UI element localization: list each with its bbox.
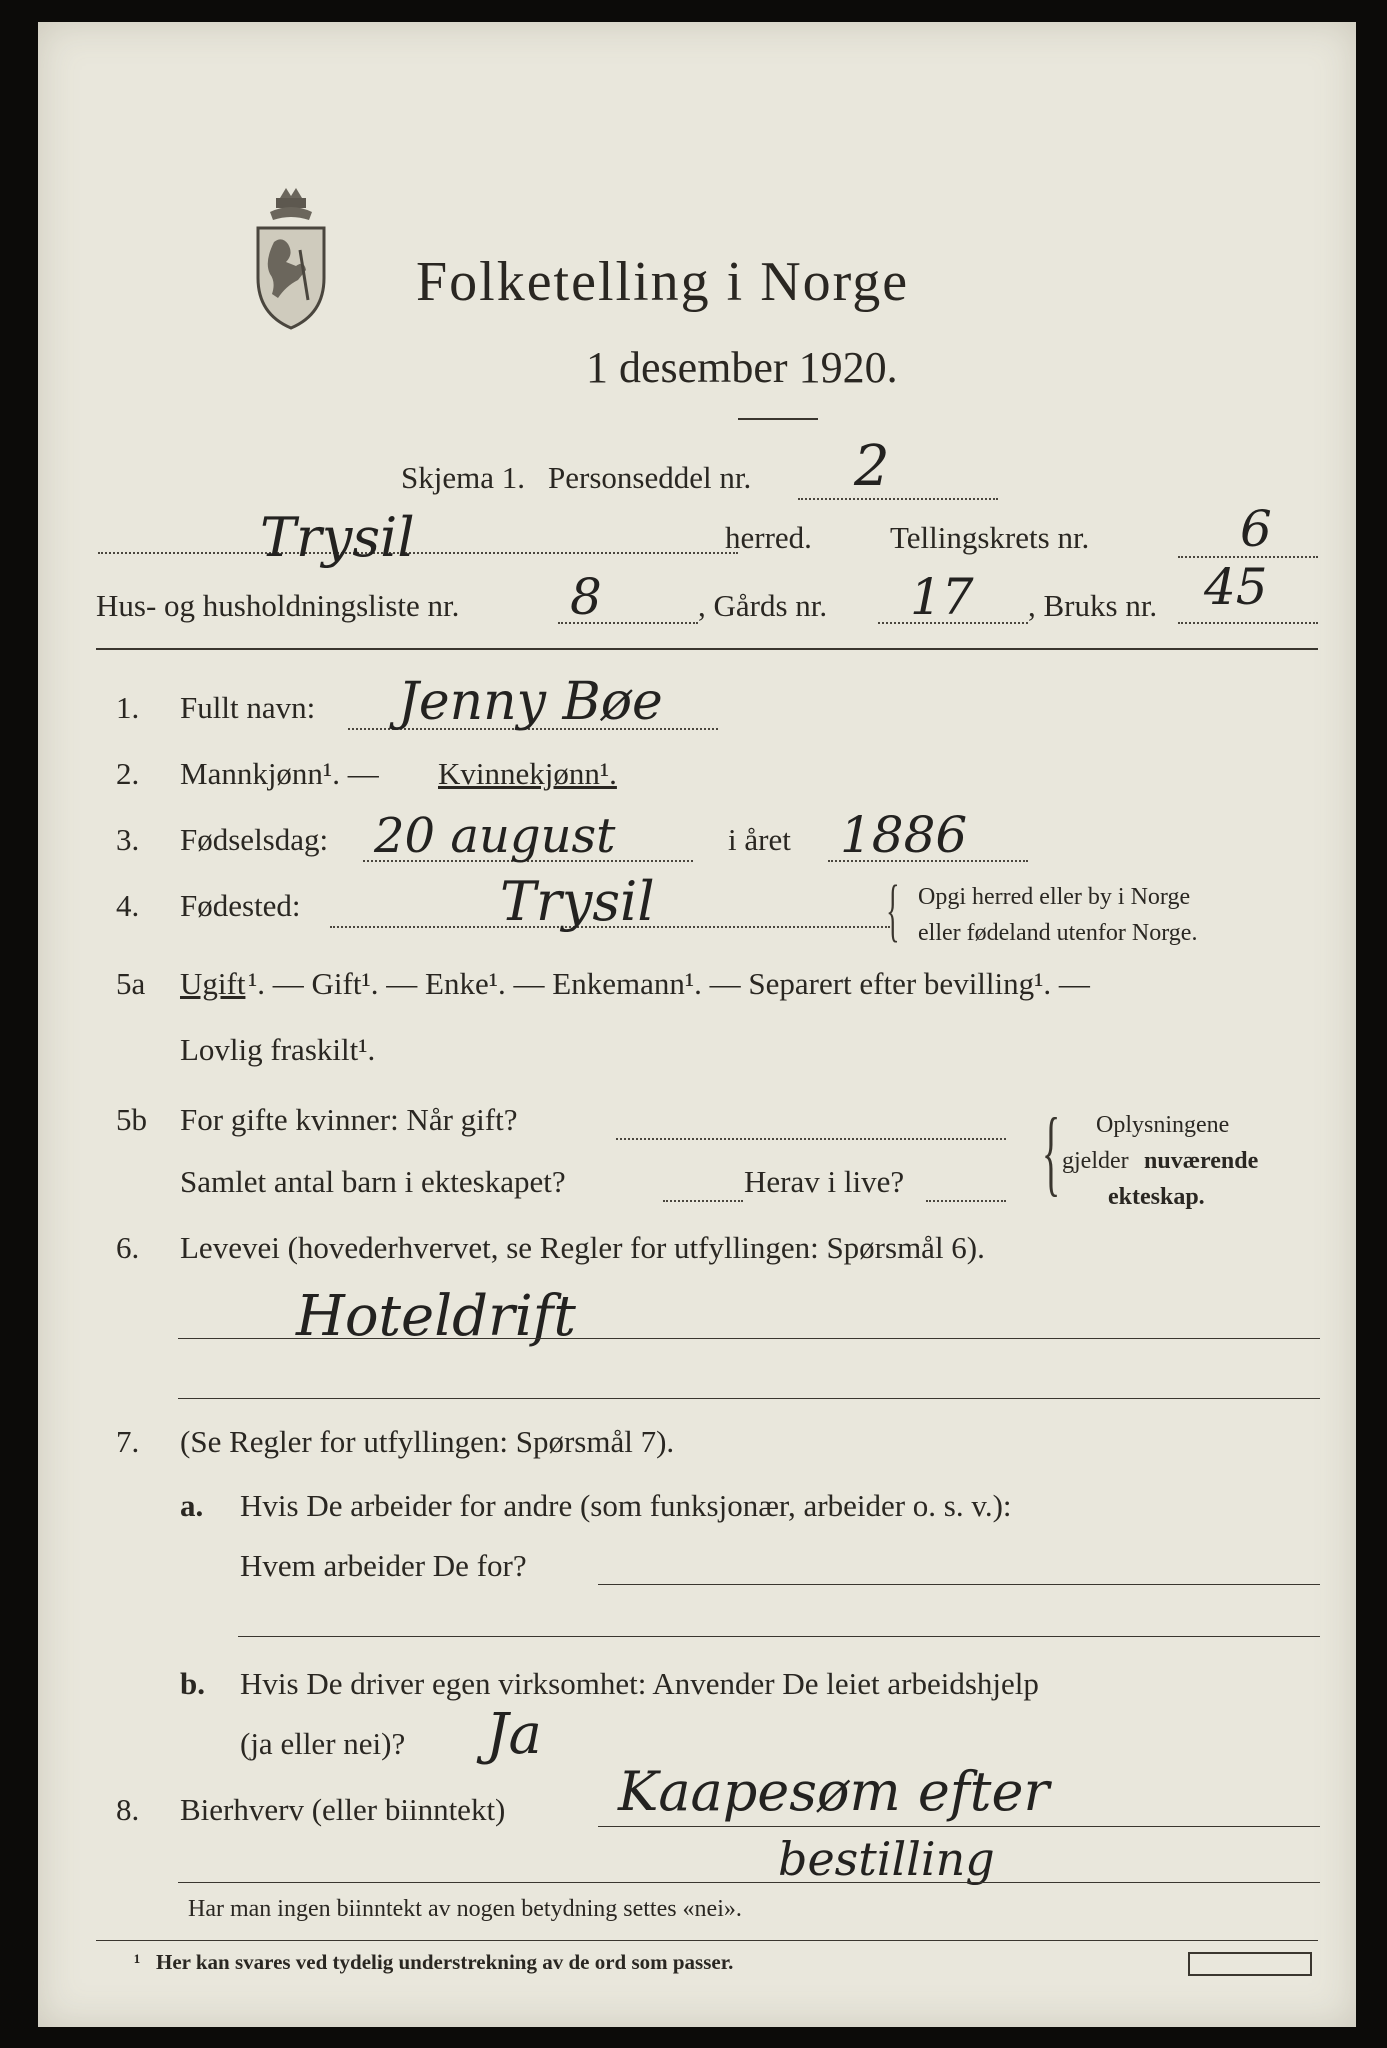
- skjema-label: Skjema 1.: [401, 460, 525, 495]
- q8-number: 8.: [116, 1792, 140, 1827]
- q4-number: 4.: [116, 888, 140, 923]
- q5b-children-line: [663, 1200, 743, 1202]
- q5b-line2: Samlet antal barn i ekteskapet?: [180, 1164, 566, 1199]
- footnote-mark: ¹: [134, 1950, 141, 1974]
- q8-answer-line: [598, 1826, 1320, 1827]
- header-divider: [96, 648, 1318, 650]
- q8-value-line2: bestilling: [778, 1832, 995, 1886]
- title-divider: [738, 418, 818, 420]
- q6-line1: [178, 1338, 1320, 1339]
- footnote-text: Her kan svares ved tydelig understrekning av de ord som passer.: [156, 1950, 734, 1974]
- q5b-brace: {: [1041, 1098, 1061, 1205]
- q4-note-line2: eller fødeland utenfor Norge.: [918, 920, 1198, 946]
- census-form-page: [38, 22, 1356, 2027]
- herred-label: herred.: [725, 520, 812, 555]
- printer-stamp: [1188, 1952, 1312, 1976]
- q6-value: Hoteldrift: [296, 1284, 576, 1349]
- q7-label: (Se Regler for utfyllingen: Spørsmål 7).: [180, 1424, 675, 1459]
- personseddel-label: Personseddel nr.: [548, 460, 752, 495]
- q5a-line2: Lovlig fraskilt¹.: [180, 1032, 376, 1067]
- q6-line2: [178, 1398, 1320, 1399]
- q5a-options: ¹. — Gift¹. — Enke¹. — Enkemann¹. — Separert efter bevilling¹. —: [248, 966, 1090, 1001]
- bruks-line: [1178, 622, 1318, 624]
- q1-number: 1.: [116, 690, 140, 725]
- tellingskrets-value: 6: [1240, 500, 1272, 558]
- q5a-ugift: Ugift: [180, 966, 246, 1001]
- q4-value: Trysil: [500, 870, 655, 933]
- herred-line: [98, 552, 738, 554]
- q8-answer-line2: [178, 1882, 1320, 1883]
- q8-value-line1: Kaapesøm efter: [618, 1760, 1050, 1823]
- q1-value: Jenny Bøe: [398, 672, 663, 732]
- tellingskrets-label: Tellingskrets nr.: [890, 520, 1090, 555]
- q2-number: 2.: [116, 756, 140, 791]
- q7b-line2: (ja eller nei)?: [240, 1726, 406, 1761]
- footnote-divider: [96, 1940, 1318, 1941]
- q7b-number: b.: [180, 1666, 205, 1701]
- herred-value: Trysil: [260, 506, 415, 569]
- q7a-number: a.: [180, 1488, 204, 1523]
- form-date: 1 desember 1920.: [586, 343, 898, 392]
- q7a-answer-line: [598, 1584, 1320, 1585]
- q1-label: Fullt navn:: [180, 690, 316, 725]
- q5b-note-line3: ekteskap.: [1108, 1184, 1205, 1210]
- q3-label: Fødselsdag:: [180, 822, 329, 857]
- q4-note-line1: Opgi herred eller by i Norge: [918, 884, 1191, 910]
- q5b-note-line2a: gjelder: [1062, 1148, 1129, 1174]
- q4-brace: {: [886, 872, 900, 949]
- q7-number: 7.: [116, 1424, 140, 1459]
- q6-number: 6.: [116, 1230, 140, 1265]
- q3-value: 20 august: [374, 808, 616, 864]
- q5b-note-line2b: nuværende: [1144, 1148, 1259, 1174]
- husholdning-value: 8: [570, 568, 602, 626]
- q3-number: 3.: [116, 822, 140, 857]
- q3-year-value: 1886: [840, 806, 968, 864]
- personseddel-line: [798, 498, 998, 500]
- husholdning-label: Hus- og husholdningsliste nr.: [96, 588, 460, 623]
- gards-label: , Gårds nr.: [698, 588, 828, 623]
- q5b-number: 5b: [116, 1102, 147, 1137]
- q2-kvinne: Kvinnekjønn¹.: [438, 756, 617, 791]
- q7b-line1: Hvis De driver egen virksomhet: Anvender De leiet arbeidshjelp: [240, 1666, 1039, 1701]
- bruks-value: 45: [1204, 558, 1268, 616]
- q7a-line1: Hvis De arbeider for andre (som funksjonær, arbeider o. s. v.):: [240, 1488, 1012, 1523]
- gards-value: 17: [910, 568, 974, 626]
- q4-label: Fødested:: [180, 888, 301, 923]
- q5b-alive-label: Herav i live?: [744, 1164, 905, 1199]
- q7a-line2: Hvem arbeider De for?: [240, 1548, 527, 1583]
- q3-year-label: i året: [728, 822, 791, 857]
- q5a-number: 5a: [116, 966, 146, 1001]
- q5b-alive-line: [926, 1200, 1006, 1202]
- q8-label: Bierhverv (eller biinntekt): [180, 1792, 506, 1827]
- form-title: Folketelling i Norge: [416, 251, 910, 313]
- q2-mann: Mannkjønn¹. —: [180, 756, 379, 791]
- q5b-note-line1: Oplysningene: [1096, 1112, 1230, 1138]
- personseddel-value: 2: [854, 434, 890, 499]
- q6-label: Levevei (hovederhvervet, se Regler for utfyllingen: Spørsmål 6).: [180, 1230, 985, 1265]
- q5b-line1: For gifte kvinner: Når gift?: [180, 1102, 518, 1137]
- bruks-label: , Bruks nr.: [1028, 588, 1158, 623]
- q5b-married-line: [616, 1138, 1006, 1140]
- q7b-value: Ja: [486, 1702, 542, 1767]
- note-nei: Har man ingen biinntekt av nogen betydning settes «nei».: [188, 1896, 742, 1922]
- norway-coat-of-arms-icon: [250, 180, 332, 332]
- q7a-answer-line2: [238, 1636, 1320, 1637]
